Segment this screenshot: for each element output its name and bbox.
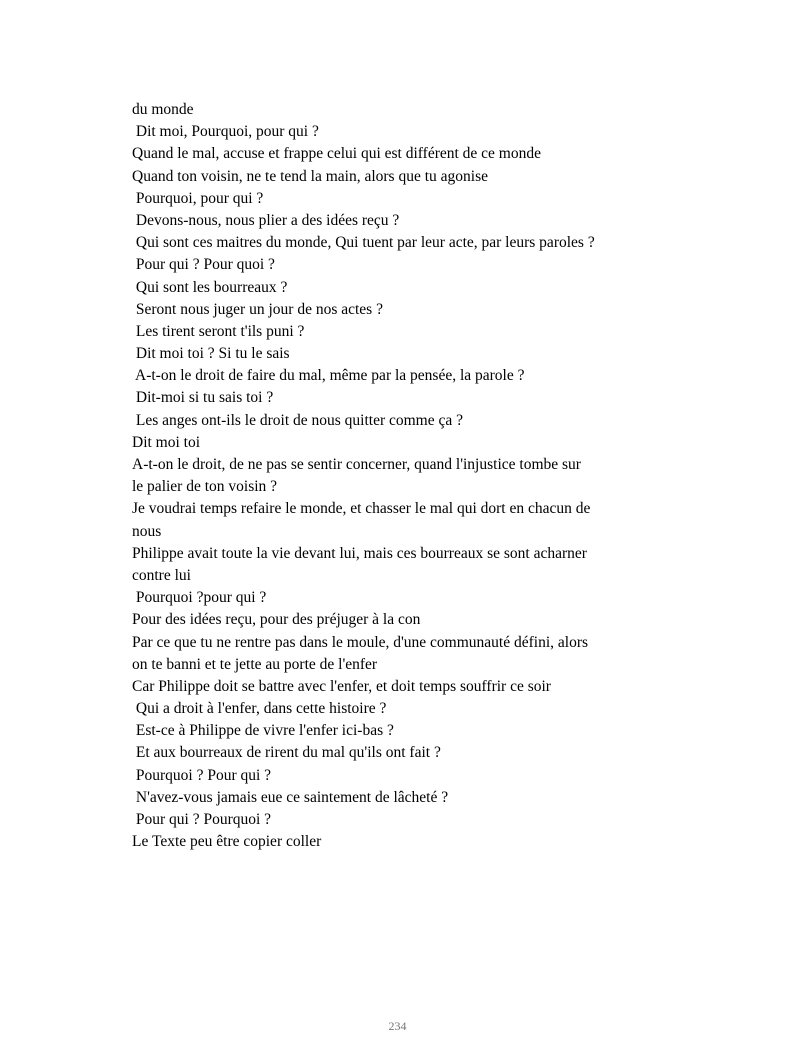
text-line: Les tirent seront t'ils puni ?: [132, 322, 305, 340]
text-line: Je voudrai temps refaire le monde, et chasser le mal qui dort en chacun de: [132, 500, 591, 518]
text-line: Est-ce à Philippe de vivre l'enfer ici-bas ?: [132, 722, 394, 740]
text-line: Philippe avait toute la vie devant lui, mais ces bourreaux se sont acharner: [132, 544, 587, 562]
text-line: Qui sont ces maitres du monde, Qui tuent par leur acte, par leurs paroles ?: [132, 234, 595, 252]
page-number: 234: [388, 1019, 407, 1033]
text-line: Et aux bourreaux de rirent du mal qu'ils ont fait ?: [132, 744, 441, 762]
text-line: Quand ton voisin, ne te tend la main, alors que tu agonise: [132, 167, 488, 185]
text-line: du monde: [132, 101, 194, 118]
text-line: contre lui: [132, 566, 191, 584]
text-line: Dit moi, Pourquoi, pour qui ?: [132, 123, 319, 141]
text-line: A-t-on le droit de faire du mal, même par la pensée, la parole ?: [132, 367, 525, 385]
text-line: Qui sont les bourreaux ?: [132, 278, 288, 296]
text-line: Le Texte peu être copier coller: [132, 833, 322, 851]
text-line: Pour qui ? Pour quoi ?: [132, 256, 275, 274]
text-line: Pour des idées reçu, pour des préjuger à la con: [132, 611, 421, 629]
text-line: Devons-nous, nous plier a des idées reçu ?: [132, 211, 400, 229]
text-line: Dit moi toi: [132, 433, 201, 451]
text-line: Par ce que tu ne rentre pas dans le moule, d'une communauté défini, alors: [132, 633, 589, 651]
text-line: Pourquoi ?pour qui ?: [132, 589, 267, 607]
text-line: N'avez-vous jamais eue ce saintement de lâcheté ?: [132, 788, 449, 806]
text-line: Pourquoi, pour qui ?: [132, 189, 264, 207]
text-line: Seront nous juger un jour de nos actes ?: [132, 300, 383, 318]
text-line: Pour qui ? Pourquoi ?: [132, 811, 272, 828]
text-line: Pourquoi ? Pour qui ?: [132, 766, 272, 784]
text-line: on te banni et te jette au porte de l'enfer: [132, 655, 378, 673]
text-line: Dit-moi si tu sais toi ?: [132, 389, 274, 407]
text-line: Qui a droit à l'enfer, dans cette histoire ?: [132, 700, 387, 718]
text-line: A-t-on le droit, de ne pas se sentir concerner, quand l'injustice tombe sur: [132, 456, 581, 473]
text-line: Les anges ont-ils le droit de nous quitter comme ça ?: [132, 411, 464, 429]
text-line: Car Philippe doit se battre avec l'enfer, et doit temps souffrir ce soir: [132, 677, 551, 695]
text-line: Dit moi toi ? Si tu le sais: [132, 345, 290, 363]
text-line: le palier de ton voisin ?: [132, 478, 278, 496]
text-line: Quand le mal, accuse et frappe celui qui est différent de ce monde: [132, 145, 541, 163]
poem-text-block: [132, 99, 672, 853]
text-line: nous: [132, 522, 162, 540]
